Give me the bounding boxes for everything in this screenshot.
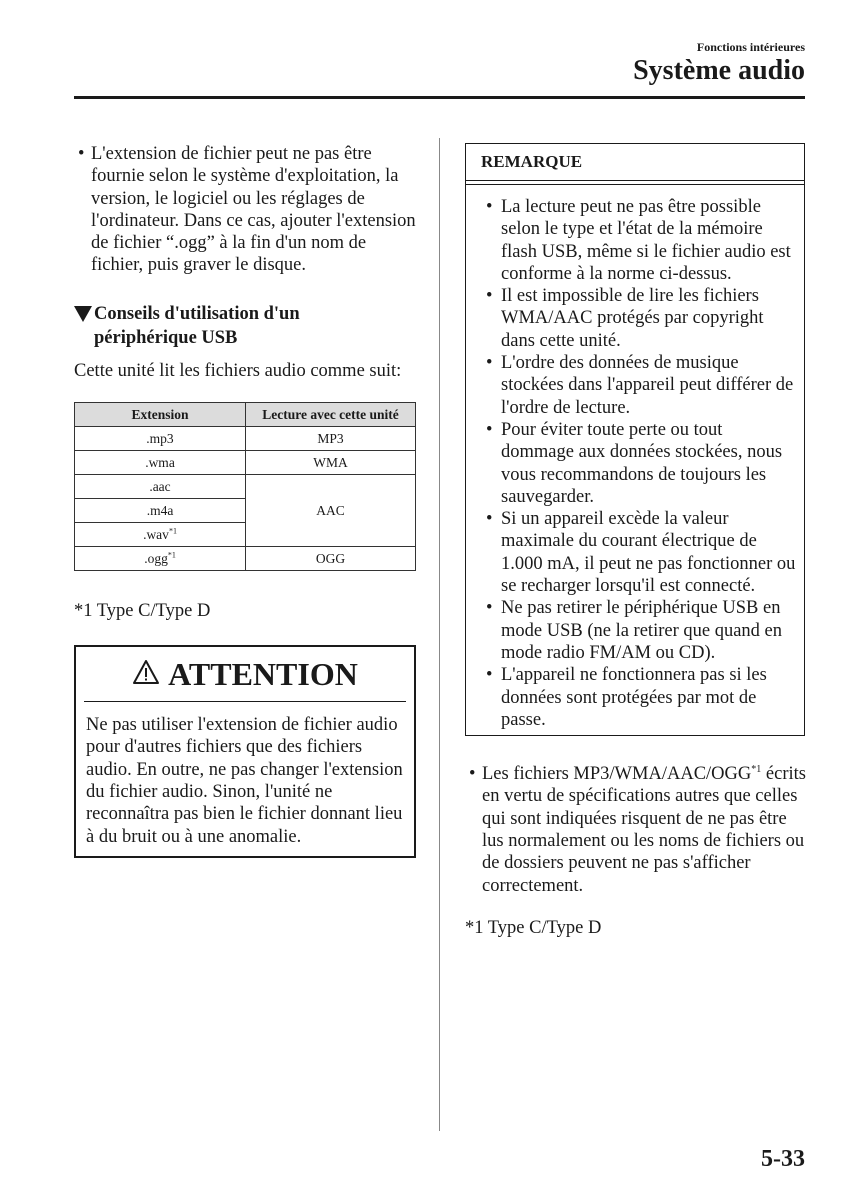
list-item: • Pour éviter toute perte ou tout dommage aux données stockées, nous vous recommandons de toujours les sauvegarder. [486, 419, 783, 507]
attention-header [76, 647, 414, 701]
table-row [75, 475, 416, 499]
table-cell-extension: .wav$^{*1}$ [75, 523, 246, 547]
warning-icon [132, 656, 160, 693]
list-item: • L'appareil ne fonctionnera pas si les données sont protégées par mot de passe. [486, 665, 767, 730]
bullet-mark: • [78, 144, 85, 164]
note-title: REMARQUE [466, 144, 804, 181]
footnote: *1 Type C/Type D [465, 917, 602, 938]
attention-title: ATTENTION [168, 655, 358, 692]
table-cell-extension: .ogg$^{*1}$ [75, 547, 246, 571]
bullet-item [465, 763, 806, 897]
table-cell-playback: WMA [246, 451, 416, 475]
bullet-text: L'extension de fichier peut ne pas être fournie selon le système d'exploitation, la version, le logiciel ou les réglages de l'ordinateur. Dans ce cas, ajouter l'extension de fichier “.ogg” à la fin d'un nom de fichier, puis graver le disque. [91, 144, 416, 276]
table-cell-playback: AAC [246, 475, 416, 547]
list-item: • Il est impossible de lire les fichiers WMA/AAC protégés par copyright dans cette unité. [486, 286, 764, 351]
list-item: • L'ordre des données de musique stockées dans l'appareil peut différer de l'ordre de lecture. [486, 353, 794, 418]
table-header-row [75, 403, 416, 427]
column-header-extension: Extension [75, 403, 246, 427]
table-cell-extension: .aac [75, 475, 246, 499]
triangle-down-icon [74, 302, 94, 350]
attention-text: Ne pas utiliser l'extension de fichier audio pour d'autres fichiers que des fichiers audio. En outre, ne pas changer l'extension du fichier audio. Sinon, l'unité ne reconnaîtra pas bien le fichier donnant lieu à du bruit ou à une anomalie. [86, 715, 403, 847]
list-item: • Si un appareil excède la valeur maximale du courant électrique de 1.000 mA, il peut ne pas fonctionner ou se recharger lorsqu'il est connecté. [486, 509, 796, 597]
table-cell-playback: MP3 [246, 427, 416, 451]
note-list [466, 185, 804, 735]
extension-table [74, 402, 416, 571]
column-divider [439, 138, 440, 1131]
note-box [465, 143, 805, 736]
table-row [75, 451, 416, 475]
list-item: • Ne pas retirer le périphérique USB en mode USB (ne la retirer que quand en mode radio FM/AM ou CD). [486, 598, 783, 663]
table-cell-playback: OGG [246, 547, 416, 571]
section-label: Fonctions intérieures [696, 40, 805, 54]
intro-text: Cette unité lit les fichiers audio comme suit: [74, 360, 402, 381]
section-heading [74, 302, 416, 350]
heading-line-1: Conseils d'utilisation d'un [94, 303, 300, 324]
attention-box [74, 645, 416, 858]
left-column [74, 143, 416, 858]
right-column [465, 143, 806, 939]
page-number: 5-33 [761, 1146, 805, 1172]
bullet-mark: • [469, 764, 476, 785]
table-row [75, 427, 416, 451]
table-cell-extension: .wma [75, 451, 246, 475]
page-title: Système audio [633, 55, 805, 86]
table-row [75, 547, 416, 571]
table-cell-extension: .m4a [75, 499, 246, 523]
footnote: *1 Type C/Type D [74, 601, 211, 622]
bullet-item [74, 143, 416, 277]
header-rule [74, 96, 805, 99]
column-header-playback: Lecture avec cette unité [246, 403, 416, 427]
list-item: • La lecture peut ne pas être possible selon le type et l'état de la mémoire flash USB, même si le fichier audio est conforme à la norme ci-dessus. [486, 197, 791, 284]
heading-line-2: périphérique USB [94, 327, 238, 348]
bullet-text: Les fichiers MP3/WMA/AAC/OGG$^{*1}$ écrits en vertu de spécifications autres que celles qui sont indiquées risquent de ne pas être lus normalement ou les noms de fichiers ou de dossiers peuvent ne pas s'afficher correctement. [482, 763, 806, 896]
table-cell-extension: .mp3 [75, 427, 246, 451]
